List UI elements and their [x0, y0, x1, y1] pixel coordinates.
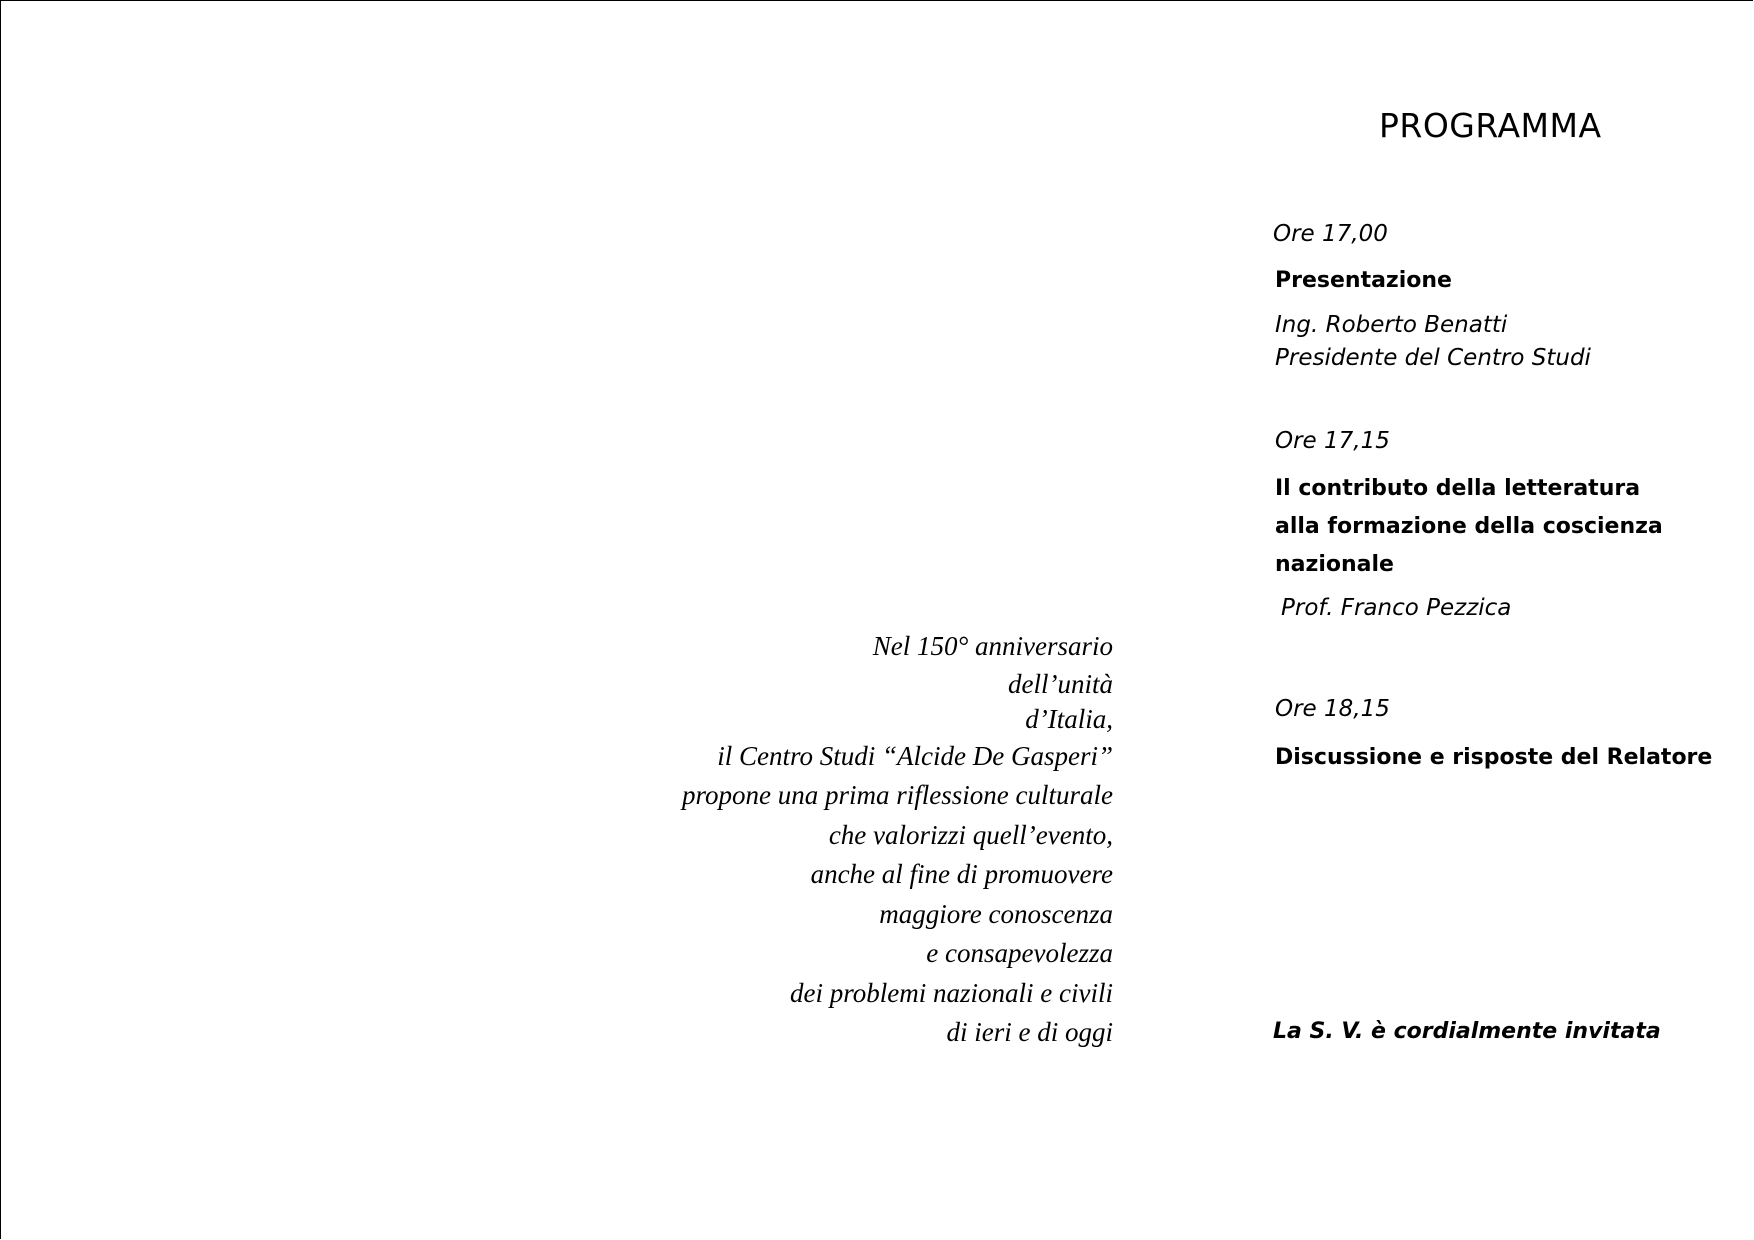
intro-line: di ieri e di oggi	[946, 1017, 1113, 1047]
program-speaker: Prof. Franco Pezzica	[1281, 595, 1512, 621]
program-time: Ore 17,00	[1273, 221, 1388, 247]
intro-line: anche al fine di promuovere	[810, 859, 1113, 889]
program-item-title: alla formazione della coscienza	[1275, 514, 1663, 539]
program-time: Ore 17,15	[1275, 428, 1390, 454]
intro-line: Nel 150° anniversario	[872, 631, 1113, 661]
intro-line: maggiore conoscenza	[879, 898, 1113, 929]
intro-line: e consapevolezza	[926, 938, 1113, 968]
intro-text	[682, 627, 1113, 1053]
program-item-title: Il contributo della letteratura	[1275, 476, 1641, 501]
program-item-title: Discussione e risposte del Relatore	[1275, 745, 1713, 770]
intro-line: che valorizzi quell’evento,	[828, 819, 1113, 850]
program-time: Ore 18,15	[1275, 696, 1390, 722]
intro-line: dell’unità	[1008, 668, 1113, 699]
intro-line: dei problemi nazionali e civili	[790, 977, 1113, 1008]
program-speaker: Ing. Roberto Benatti	[1275, 312, 1508, 338]
program-item-title: nazionale	[1275, 552, 1394, 577]
program-item-title: Presentazione	[1275, 268, 1452, 293]
program-title: PROGRAMMA	[1379, 106, 1602, 145]
intro-line: propone una prima riflessione culturale	[682, 780, 1113, 810]
intro-line: d’Italia,	[1025, 703, 1113, 734]
program-speaker-role: Presidente del Centro Studi	[1275, 345, 1591, 371]
intro-line: il Centro Studi “Alcide De Gasperi”	[717, 740, 1113, 771]
invitation-text: La S. V. è cordialmente invitata	[1273, 1019, 1661, 1044]
